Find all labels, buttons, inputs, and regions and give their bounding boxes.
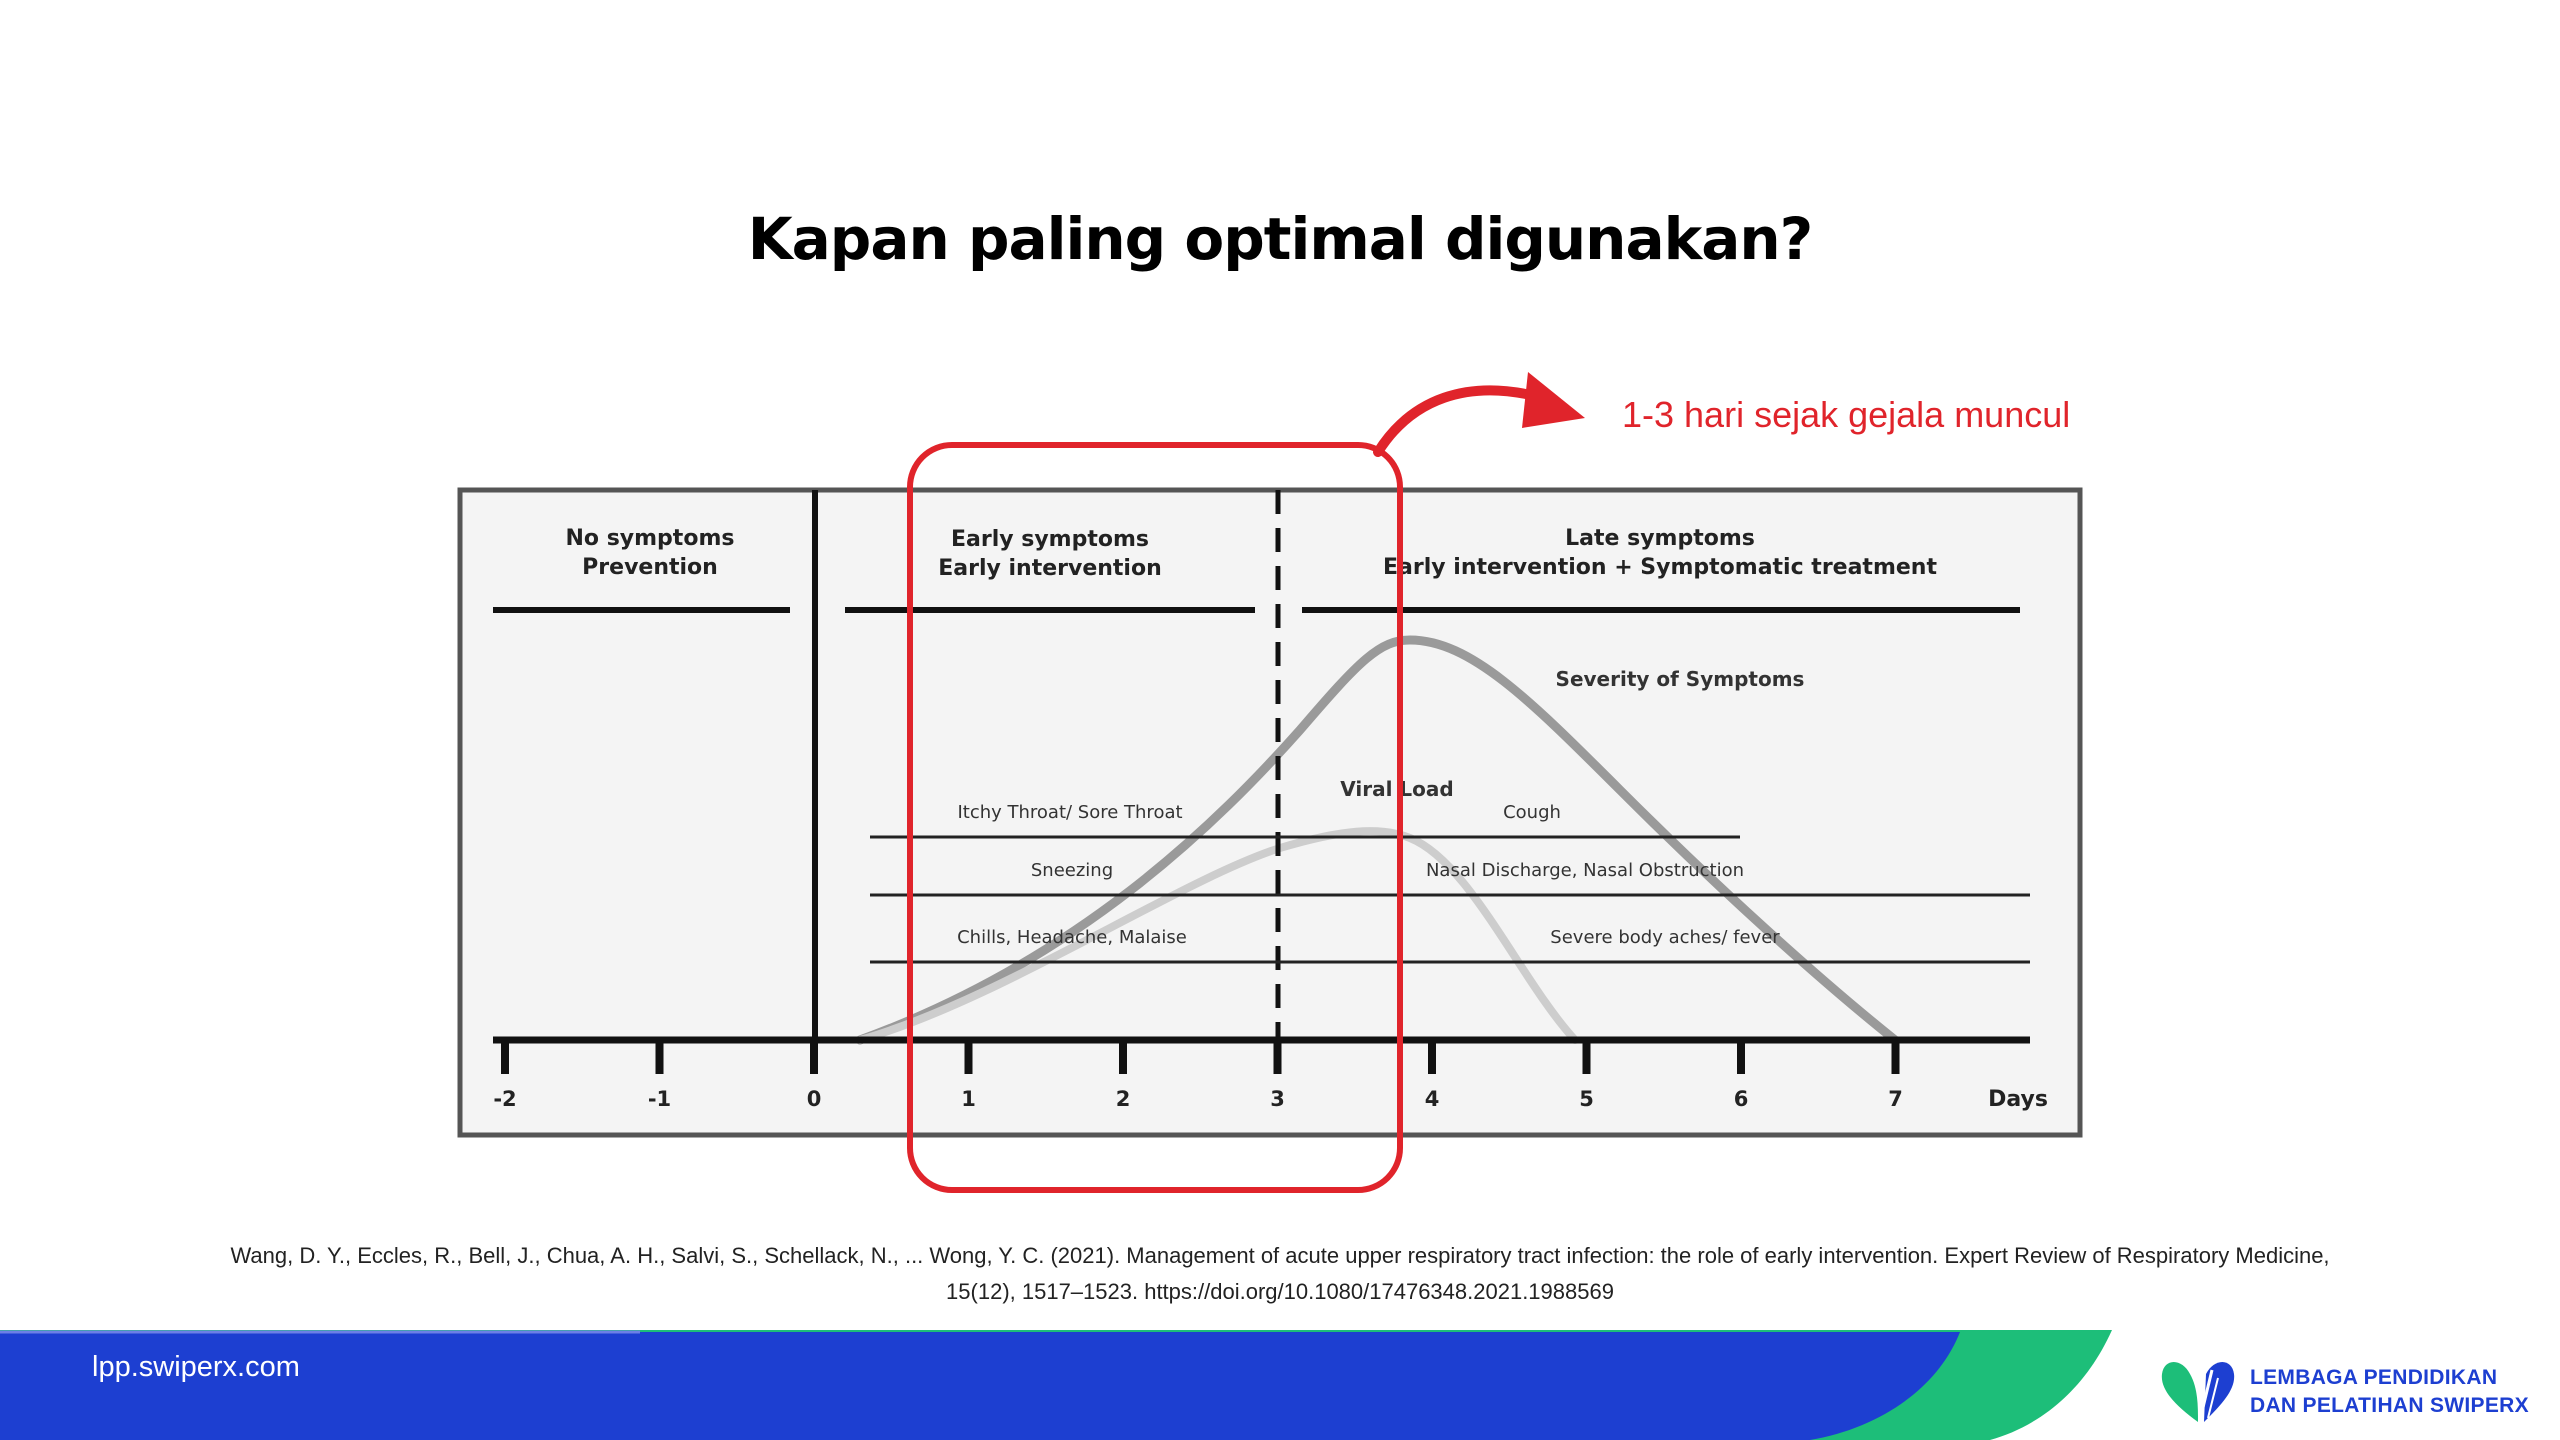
- symptom-label: Severe body aches/ fever: [1550, 927, 1780, 948]
- symptom-label: Chills, Headache, Malaise: [957, 927, 1187, 948]
- symptom-label: Sneezing: [1030, 860, 1114, 881]
- viral-load-label: Viral Load: [1340, 777, 1454, 801]
- axis-tick-label: 4: [1424, 1087, 1440, 1111]
- severity-label: Severity of Symptoms: [1555, 667, 1805, 691]
- section-subheader-early-intervention: Early intervention: [938, 556, 1162, 581]
- axis-tick-label: 7: [1888, 1087, 1903, 1111]
- axis-tick-label: 1: [961, 1087, 976, 1111]
- logo-text-line2: DAN PELATIHAN SWIPERX: [2250, 1394, 2529, 1417]
- section-subheader-prevention: Prevention: [582, 555, 718, 580]
- section-header-no-symptoms: No symptoms: [565, 526, 735, 551]
- symptom-label: Cough: [1503, 802, 1561, 823]
- slide-title: Kapan paling optimal digunakan?: [747, 205, 1813, 273]
- section-subheader-late-intervention: Early intervention + Symptomatic treatment: [1383, 555, 1937, 580]
- highlight-arrow: [1378, 390, 1535, 452]
- section-header-late-symptoms: Late symptoms: [1565, 526, 1755, 551]
- footer-blue-shape: [0, 1332, 1960, 1440]
- axis-tick-label: -2: [493, 1087, 517, 1111]
- axis-tick-label: 2: [1115, 1087, 1131, 1111]
- axis-tick-label: -1: [647, 1087, 672, 1111]
- footer-url-link[interactable]: lpp.swiperx.com: [92, 1351, 300, 1383]
- axis-tick-label: 6: [1733, 1087, 1749, 1111]
- axis-tick-label: 0: [806, 1087, 822, 1111]
- axis-unit-label: Days: [1988, 1087, 2048, 1112]
- arrow-head-icon: [1522, 372, 1585, 428]
- citation: [180, 1238, 2380, 1310]
- logo-text-line1: LEMBAGA PENDIDIKAN: [2250, 1366, 2498, 1389]
- axis-tick-label: 3: [1270, 1087, 1285, 1111]
- axis-tick-label: 5: [1579, 1087, 1594, 1111]
- citation-line: Wang, D. Y., Eccles, R., Bell, J., Chua, A. H., Salvi, S., Schellack, N., ... Wong, Y. C. (2021). Management of acute upper respiratory tract infection: the role of early intervention. Expert Review of Respiratory Medicine,: [230, 1243, 2330, 1268]
- section-header-early-symptoms: Early symptoms: [950, 527, 1150, 552]
- citation-line: 15(12), 1517–1523. https://doi.org/10.1080/17476348.2021.1988569: [946, 1279, 1614, 1304]
- logo-heart-icon: [2162, 1362, 2234, 1422]
- symptom-label: Itchy Throat/ Sore Throat: [957, 802, 1183, 823]
- symptom-label: Nasal Discharge, Nasal Obstruction: [1425, 860, 1745, 881]
- annotation-text: 1-3 hari sejak gejala muncul: [1622, 394, 2071, 435]
